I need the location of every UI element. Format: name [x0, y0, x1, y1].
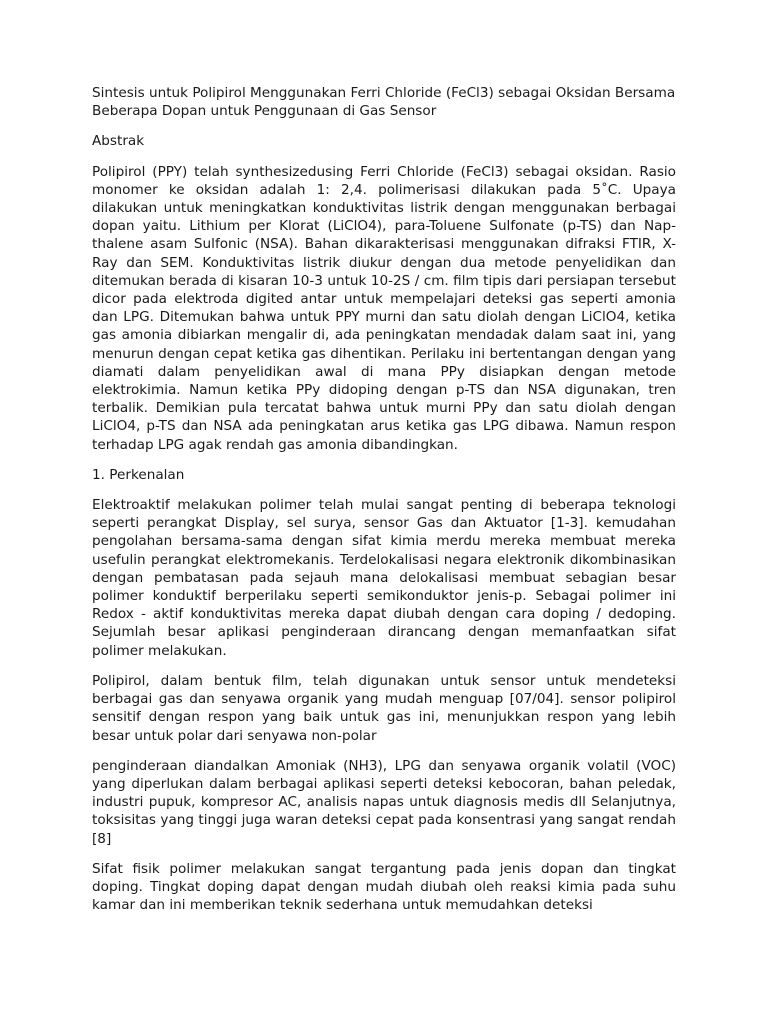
section-heading-introduction: 1. Perkenalan — [92, 466, 185, 483]
document-page — [92, 84, 676, 926]
abstract-heading: Abstrak — [92, 133, 145, 150]
document-title: Sintesis untuk Polipirol Menggunakan Ferri Chloride (FeCl3) sebagai Oksidan Bersama Beberapa Dopan untuk Penggunaan di Gas Sensor — [92, 85, 676, 120]
abstract-text: Polipirol (PPY) telah synthesizedusing Ferri Chloride (FeCl3) sebagai oksidan. Rasio monomer ke oksidan adalah 1: 2,4. polimerisasi dilakukan pada 5˚C. Upaya dilakukan untuk meningkatkan konduktivitas listrik dengan menggunakan berbagai dopan yaitu. Lithium per Klorat (LiClO4), para-Toluene Sulfonate (p-TS) dan Nap-thalene asam Sulfonic (NSA). Bahan dikarakterisasi menggunakan difraksi FTIR, X-Ray dan SEM. Konduktivitas listrik diukur dengan dua metode penyelidikan dan ditemukan berada di kisaran 10-3 untuk 10-2S / cm. film tipis dari persiapan tersebut dicor pada elektroda digited antar untuk mempelajari deteksi gas seperti amonia dan LPG. Ditemukan bahwa untuk PPY murni dan satu diolah dengan LiClO4, ketika gas amonia dibiarkan mengalir di, ada peningkatan mendadak dalam saat ini, yang menurun dengan cepat ketika gas dihentikan. Perilaku ini bertentangan dengan yang diamati dalam penyelidikan awal di mana PPy disiapkan dengan metode elektrokimia. Namun ketika PPy didoping dengan p-TS dan NSA digunakan, tren terbalik. Demikian pula tercatat bahwa untuk murni PPy dan satu diolah dengan LiClO4, p-TS dan NSA ada peningkatan arus ketika gas LPG dibawa. Namun respon terhadap LPG agak rendah gas amonia dibandingkan. — [92, 163, 676, 453]
introduction-paragraph-4: Sifat fisik polimer melakukan sangat tergantung pada jenis dopan dan tingkat doping. Tingkat doping dapat dengan mudah diubah oleh reaksi kimia pada suhu kamar dan ini memberikan teknik sederhana untuk memudahkan deteksi — [92, 860, 676, 914]
introduction-paragraph-1: Elektroaktif melakukan polimer telah mulai sangat penting di beberapa teknologi seperti perangkat Display, sel surya, sensor Gas dan Aktuator [1-3]. kemudahan pengolahan bersama-sama dengan sifat kimia merdu mereka membuat mereka usefulin perangkat elektromekanis. Terdelokalisasi negara elektronik dikombinasikan dengan pembatasan pada sejauh mana delokalisasi membuat sebagian besar polimer konduktif berperilaku seperti semikonduktor jenis-p. Sebagai polimer ini Redox - aktif konduktivitas mereka dapat diubah dengan cara doping / dedoping. Sejumlah besar aplikasi penginderaan dirancang dengan memanfaatkan sifat polimer melakukan. — [92, 497, 676, 659]
introduction-paragraph-2: Polipirol, dalam bentuk film, telah digunakan untuk sensor untuk mendeteksi berbagai gas dan senyawa organik yang mudah menguap [07/04]. sensor polipirol sensitif dengan respon yang baik untuk gas ini, menunjukkan respon yang lebih besar untuk polar dari senyawa non-polar — [92, 672, 676, 744]
introduction-paragraph-3: penginderaan diandalkan Amoniak (NH3), LPG dan senyawa organik volatil (VOC) yang diperlukan dalam berbagai aplikasi seperti deteksi kebocoran, bahan peledak, industri pupuk, kompresor AC, analisis napas untuk diagnosis medis dll Selanjutnya, toksisitas yang tinggi juga waran deteksi cepat pada konsentrasi yang sangat rendah [8] — [92, 757, 676, 847]
